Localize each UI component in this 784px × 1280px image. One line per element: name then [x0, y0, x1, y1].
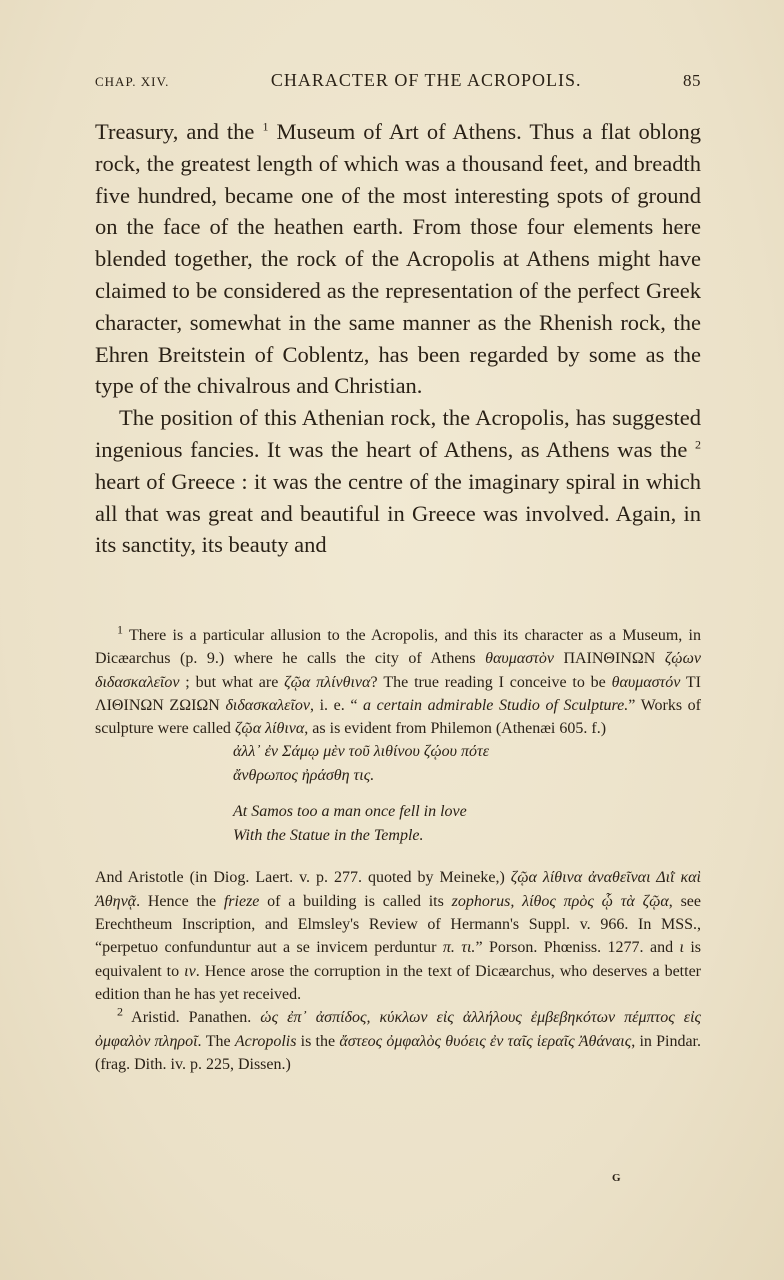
footnote-1-marker: 1 [117, 622, 123, 637]
fn2-text: Aristid. Panathen. [123, 1009, 261, 1027]
paragraph-2 [95, 402, 701, 561]
fn1c-text: And Aristotle (in Diog. Laert. v. p. 277. quoted by Meineke,) [95, 869, 511, 887]
main-text [95, 116, 701, 561]
fn1c-text [514, 893, 522, 910]
running-header [95, 70, 701, 91]
greek-verse [233, 740, 701, 788]
fn2-italic: Acropolis [234, 1032, 297, 1050]
fn1-text: ; but what are [179, 673, 285, 691]
fn1c-text: . Hence arose the corruption in the text of Dicæarchus, who deserves a better edition than he has yet received. [95, 962, 701, 1003]
fn1c-text: is equivalent to [95, 939, 702, 980]
fn1c-italic: zophorus, [451, 892, 515, 910]
fn1-text: , i. e. “ [309, 696, 358, 714]
greek-verse-line: ἀλλ᾽ ἐν Σάμῳ μὲν τοῦ λιθίνου ζῴου πότε [233, 743, 490, 761]
footnote-ref-2: 2 [695, 437, 701, 452]
fn1-text: ΤΙ ΛΙΘΙΝΩΝ ΖΩΙΩΝ [95, 673, 701, 714]
fn1-greek: θαυμαστὸν [485, 650, 554, 668]
fn1-greek: ζῴων διδασκαλεῖον [95, 650, 701, 691]
footnote-1-continued [95, 866, 701, 1006]
fn1-italic: a certain admirable Studio of Sculpture. [357, 696, 629, 714]
p1-text-b: Museum of Art of Athens. Thus a flat oblong rock, the greatest length of which was a thousand feet, and breadth five hundred, became one of the most interesting spots of ground on the face of the heathen earth. From those four elements here blended together, the rock of the Acropolis at Athens might have claimed to be considered as the representation of the perfect Greek character, somewhat in the same manner as the Rhenish rock, the Ehren Breitstein of Coblentz, has been regarded by some as the type of the chivalrous and Christian. [95, 119, 701, 399]
fn1-greek: ζῷα πλίνθινα [284, 673, 371, 691]
footnotes [95, 624, 701, 1076]
fn1-text: There is a particular allusion to the Acropolis, and this its character as a Museum, in Dicæarchus (p. 9.) where he calls the city of Athens [95, 627, 701, 668]
footnote-ref-1: 1 [262, 119, 269, 134]
fn1-text: ΠΑΙΝΘΙΝΩΝ [553, 650, 665, 668]
footnote-2-marker: 2 [117, 1004, 123, 1019]
p1-text-a: Treasury, and the [95, 119, 263, 144]
fn2-greek: ὡς ἐπ᾽ ἀσπίδος, κύκλων εἰς ἀλλήλους ἐμβεβηκότων πέμπτος εἰς ὀμφαλὸν πληροῖ [95, 1009, 702, 1050]
paragraph-1 [95, 116, 701, 402]
fn1c-text: ” Porson. Phœniss. 1277. and [475, 939, 680, 957]
english-verse-line: At Samos too a man once fell in love [233, 803, 467, 821]
fn1c-italic: frieze [223, 892, 260, 910]
running-title: CHARACTER OF THE ACROPOLIS. [270, 70, 582, 90]
fn1c-greek: ζῷα λίθινα ἀναθεῖναι Διῒ καὶ Ἀθηνᾷ [95, 869, 701, 910]
p2-text-b: heart of Greece : it was the centre of the imaginary spiral in which all that was great and beautiful in Greece was involved. Again, in its sanctity, its beauty and [95, 468, 701, 558]
fn1c-greek: ιν [184, 962, 196, 980]
fn1-greek: θαυμαστόν [611, 673, 681, 691]
fn1c-greek: π. τι. [442, 939, 476, 957]
fn1c-text: , see Erechtheum Inscription, and Elmsley's Review of Hermann's Suppl. v. 966. In MSS., “perpetuo confunduntur aut a se invicem perduntur [95, 892, 702, 957]
greek-verse-line: ἄνθρωπος ἠράσθη τις. [233, 767, 375, 785]
english-verse [233, 800, 701, 848]
footnote-2 [95, 1006, 701, 1076]
fn1c-greek: λίθος πρὸς ᾧ τὰ ζῷα [522, 892, 669, 910]
signature-mark: G [612, 1172, 621, 1184]
english-verse-line: With the Statue in the Temple. [233, 827, 424, 845]
footnote-1 [95, 624, 701, 740]
fn1c-text: . Hence the [136, 892, 224, 910]
fn1-greek: ζῷα λίθινα [234, 720, 305, 738]
fn1c-text: of a building is called its [259, 892, 452, 910]
fn1c-greek: ι [679, 939, 684, 957]
page-number: 85 [682, 71, 701, 90]
fn1-text: ? The true reading I conceive to be [370, 673, 612, 691]
fn2-text: , in Pindar. (frag. Dith. iv. p. 225, Dissen.) [95, 1032, 702, 1073]
fn1-greek: διδασκαλεῖον [225, 696, 310, 714]
fn2-greek: ἄστεος ὀμφαλὸς θυόεις ἐν ταῖς ἱεραῖς Ἀθάναις [339, 1032, 632, 1050]
fn2-text: is the [296, 1032, 340, 1050]
p2-text-a: The position of this Athenian rock, the Acropolis, has suggested ingenious fancies. It was the heart of Athens, as Athens was the [95, 405, 701, 462]
fn1-text: ” Works of sculpture were called [95, 696, 702, 738]
fn1-text: , as is evident from Philemon (Athenæi 605. f.) [304, 720, 607, 738]
fn2-text: . The [197, 1032, 235, 1050]
chapter-label: CHAP. XIV. [95, 74, 170, 89]
